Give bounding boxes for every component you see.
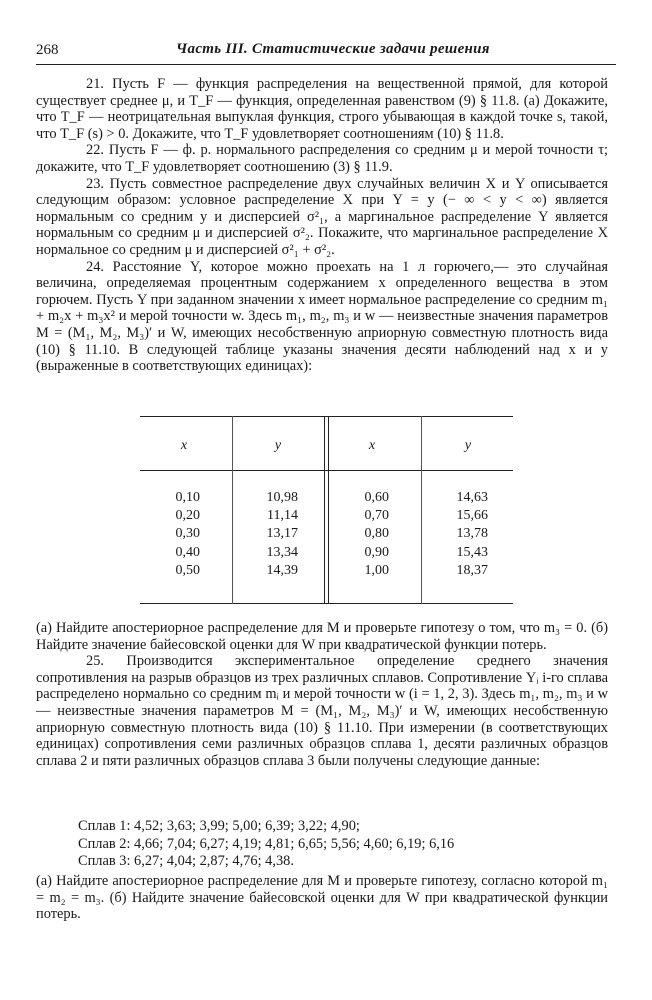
running-head: Часть III. Статистические задачи решения <box>176 41 490 57</box>
table-cell: 0,80 <box>364 526 389 542</box>
table-cell: 13,78 <box>456 526 488 542</box>
table-cell: 0,70 <box>364 508 389 524</box>
col-header-x1: x <box>180 438 188 453</box>
page-header <box>36 40 616 65</box>
table-cell: 0,60 <box>364 490 389 505</box>
col-header-y1: y <box>274 438 282 453</box>
column-x2 <box>345 489 389 580</box>
table-cell: 15,66 <box>456 508 488 524</box>
table-cell: 13,17 <box>266 526 298 542</box>
exercise-21: 21. Пусть F — функция распределения на вещественной прямой, для которой существует среднее μ, и T_F — функция, определенная равенством (9) § 11.8. (a) Докажите, что T_F — неотрицательная выпуклая функция, строго убывающая в каждой точке s, такой, что T_F (s) > 0. Докажите, что T_F удовлетворяет соотношениям (10) § 11.8. <box>36 76 608 142</box>
observations-table <box>140 416 513 604</box>
table-cell: 0,10 <box>175 490 200 505</box>
exercise-24-questions-and-25 <box>36 620 608 769</box>
column-y1 <box>248 489 298 580</box>
exercise-24: 24. Расстояние Y, которое можно проехать на 1 л горючего,— это случайная величина, определяемая процентным содержанием x определенного вещества в этом горючем. Пусть Y при заданном значении x имеет нормальное распределение со средним m₁ + m₂x + m₃x² и мерой точности w. Здесь m₁, m₂, m₃ и w — неизвестные значения параметров M = (M₁, M₂, M₃)′ и W, имеющих несобственную априорную совместную плотность вида (10) § 11.10. В следующей таблице указаны значения десяти наблюдений над x и y (выраженные в соответствующих единицах): <box>36 258 608 375</box>
page-number: 268 <box>36 42 59 58</box>
table-cell: 11,14 <box>267 508 298 524</box>
exercise-24-questions: (a) Найдите апостериорное распределение для M и проверьте гипотезу о том, что m₃ = 0. (б) Найдите значение байесовской оценки для W при квадратической функции потерь. <box>36 620 608 653</box>
table-cell: 14,39 <box>266 562 298 578</box>
alloy-data <box>78 818 598 871</box>
table-cell: 18,37 <box>456 562 488 578</box>
table-cell: 10,98 <box>266 490 298 505</box>
column-x1 <box>158 489 200 580</box>
col-header-x2: x <box>368 438 376 453</box>
alloy-row: Сплав 2: 4,66; 7,04; 6,27; 4,19; 4,81; 6,65; 5,56; 4,60; 6,19; 6,16 <box>78 835 455 852</box>
table-cell: 1,00 <box>364 562 389 578</box>
table-cell: 0,50 <box>175 562 200 578</box>
table-vline <box>421 416 422 604</box>
exercises-21-24 <box>36 76 608 375</box>
col-header-y2: y <box>464 438 472 453</box>
table-cell: 0,90 <box>364 544 389 560</box>
exercise-25-questions-text: (a) Найдите апостериорное распределение для M и проверьте гипотезу, согласно которой m₁ = m₂ = m₃. (б) Найдите значение байесовской оценки для W при квадратической функции потерь. <box>36 873 608 923</box>
table-cell: 15,43 <box>456 544 488 560</box>
alloy-row: Сплав 3: 6,27; 4,04; 2,87; 4,76; 4,38. <box>78 853 294 870</box>
table-cell: 0,40 <box>175 544 200 560</box>
column-y2 <box>437 489 488 580</box>
exercise-25-questions <box>36 873 608 923</box>
table-vline <box>232 416 233 604</box>
table-double-vline <box>324 416 329 604</box>
exercise-25: 25. Производится экспериментальное определение среднего значения сопротивления на разрыв образцов из трех различных сплавов. Сопротивление Yᵢ i-го сплава распределено нормально со средним mᵢ и мерой точности w (i = 1, 2, 3). Здесь m₁, m₂, m₃ и w — неизвестные значения параметров M = (M₁, M₂, M₃)′ и W, имеющих несобственную априорную совместную плотность вида (10) § 11.10. При измерении (в соответствующих единицах) сопротивления семи различных образцов сплава 1, десяти различных образцов сплава 2 и пяти различных образцов сплава 3 были получены следующие данные: <box>36 653 608 769</box>
alloy-row: Сплав 1: 4,52; 3,63; 3,99; 5,00; 6,39; 3,22; 4,90; <box>78 818 360 834</box>
table-cell: 14,63 <box>456 490 488 505</box>
table-cell: 0,20 <box>175 508 200 524</box>
table-cell: 0,30 <box>175 526 200 542</box>
exercise-23: 23. Пусть совместное распределение двух случайных величин X и Y описывается следующим образом: условное распределение X при Y = y (− ∞ < y < ∞) является нормальным со средним y и дисперсией σ²₁, а маргинальное распределение Y является нормальным со средним μ и дисперсией σ²₂. Покажите, что маргинальное распределение X нормальное со средним μ и дисперсией σ²₁ + σ²₂. <box>36 175 608 258</box>
exercise-22: 22. Пусть F — ф. р. нормального распределения со средним μ и мерой точности τ; докажите, что T_F удовлетворяет соотношению (3) § 11.9. <box>36 142 608 175</box>
table-cell: 13,34 <box>266 544 298 560</box>
